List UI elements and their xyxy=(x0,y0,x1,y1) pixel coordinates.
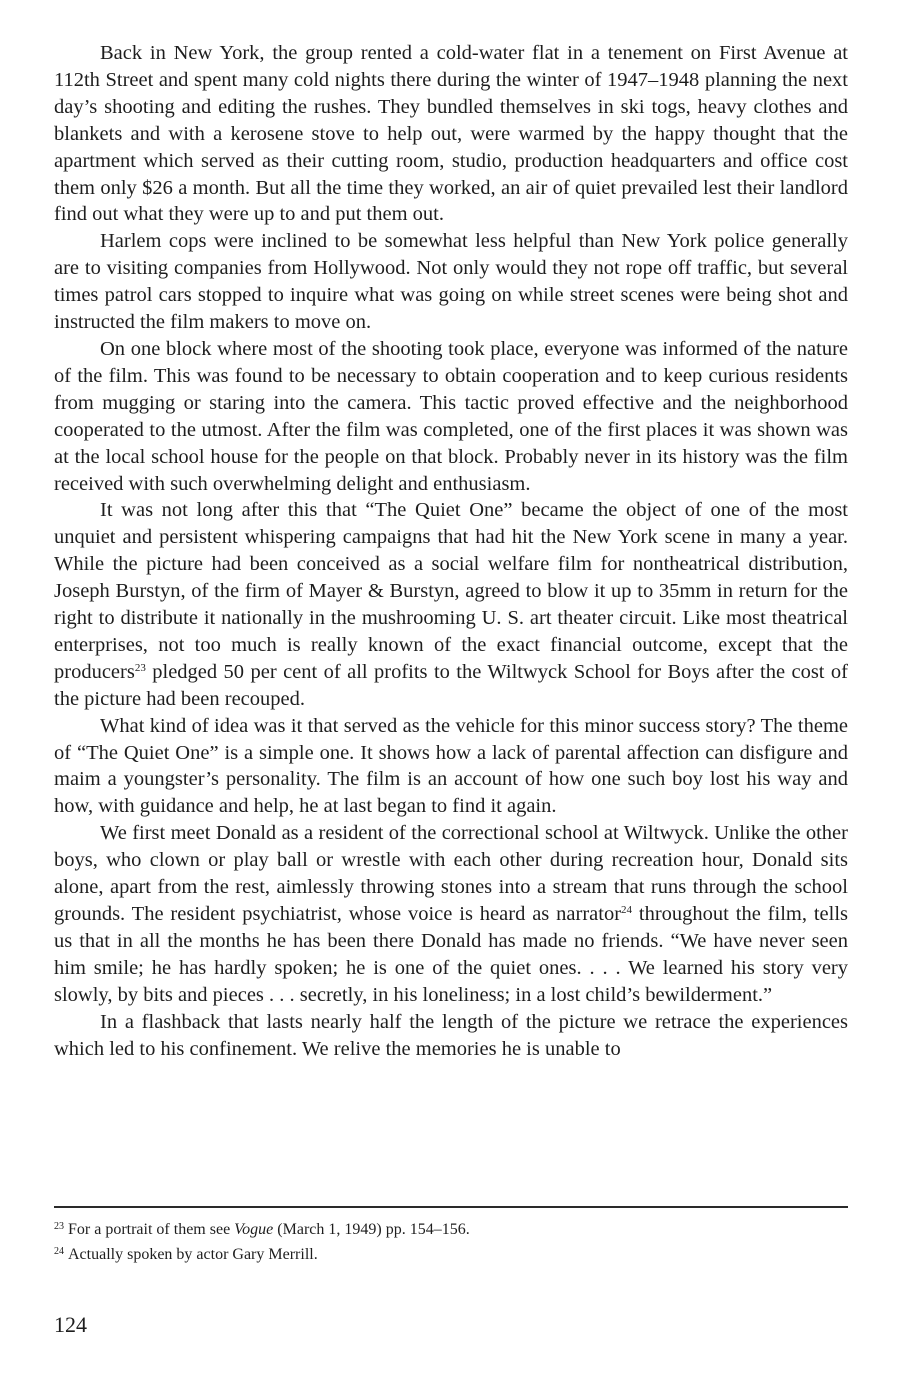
footnote-text: For a portrait of them see xyxy=(68,1221,235,1238)
paragraph: Back in New York, the group rented a cold-water flat in a tenement on First Avenue at 112th Street and spent many cold nights there during the winter of 1947–1948 planning the next day’s shooting and editing the rushes. They bundled themselves in ski togs, heavy clothes and blankets and with a kerosene stove to help out, were warmed by the happy thought that the apartment which served as their cutting room, studio, production headquarters and office cost them only $26 a month. But all the time they worked, an air of quiet prevailed lest their landlord find out what they were up to and put them out. xyxy=(54,42,848,226)
footnote-source-title: Vogue xyxy=(234,1221,274,1238)
paragraph-text: It was not long after this that “The Quiet One” became the object of one of the most unquiet and persistent whispering campaigns that had hit the New York scene in many a year. While the picture had been conceived as a social welfare film for nontheatrical distribution, Joseph Burstyn, of the firm of Mayer & Burstyn, agreed to blow it up to 35mm in return for the right to distribute it nationally in the mushrooming U. S. art theater circuit. Like most theatrical enterprises, not too much is really known of the exact financial outcome, except that the producers xyxy=(54,499,848,683)
paragraph xyxy=(54,820,848,1008)
page xyxy=(54,40,848,1062)
footnote-text: (March 1, 1949) pp. 154–156. xyxy=(273,1221,470,1238)
page-number: 124 xyxy=(54,1312,87,1337)
footnote-mark: 24 xyxy=(54,1246,64,1257)
footnote-reference: 24 xyxy=(621,904,633,916)
paragraph xyxy=(54,497,848,712)
footnote xyxy=(54,1241,848,1266)
paragraph-text: pledged 50 per cent of all profits to the Wiltwyck School for Boys after the cost of the picture had been recouped. xyxy=(54,660,848,710)
paragraph: On one block where most of the shooting took place, everyone was informed of the nature of the film. This was found to be necessary to obtain cooperation and to keep curious residents from mugging or staring into the camera. This tactic proved effective and the neighborhood cooperated to the utmost. After the film was completed, one of the first places it was shown was at the local school house for the people on that block. Probably never in its history was the film received with such overwhelming delight and enthusiasm. xyxy=(54,337,848,495)
footnote-reference: 23 xyxy=(134,661,146,674)
body-text xyxy=(54,40,848,1062)
paragraph-text: We first meet Donald as a resident of the correctional school at Wiltwyck. Unlike the other boys, who clown or play ball or wrestle with each other during recreation hour, Donald sits alone, apart from the rest, aimlessly throwing stones into a stream that runs through the school grounds. The resident psychiatrist, whose voice is heard as narrator xyxy=(54,822,848,925)
paragraph: Harlem cops were inclined to be somewhat less helpful than New York police generally are to visiting companies from Hollywood. Not only would they not rope off traffic, but several times patrol cars stopped to inquire what was going on while street scenes were being shot and instructed the film makers to move on. xyxy=(54,230,848,334)
footnote-divider xyxy=(54,1206,848,1208)
footnotes xyxy=(54,1216,848,1266)
footnote xyxy=(54,1216,848,1241)
footnote-text: Actually spoken by actor Gary Merrill. xyxy=(68,1246,318,1263)
paragraph: What kind of idea was it that served as the vehicle for this minor success story? The theme of “The Quiet One” is a simple one. It shows how a lack of parental affection can disfigure and maim a youngster’s personality. The film is an account of how one such boy lost his way and how, with guidance and help, he at last began to find it again. xyxy=(54,714,848,818)
footnote-mark: 23 xyxy=(54,1221,64,1232)
paragraph-text: throughout the film, tells us that in all the months he has been there Donald has made no friends. “We have never seen him smile; he has hardly spoken; he is one of the quiet ones. . . . We learned his story very slowly, by bits and pieces . . . secretly, in his loneliness; in a lost child’s bewilderment.” xyxy=(54,903,849,1006)
paragraph: In a flashback that lasts nearly half the length of the picture we retrace the experiences which led to his confinement. We relive the memories he is unable to xyxy=(54,1010,848,1060)
